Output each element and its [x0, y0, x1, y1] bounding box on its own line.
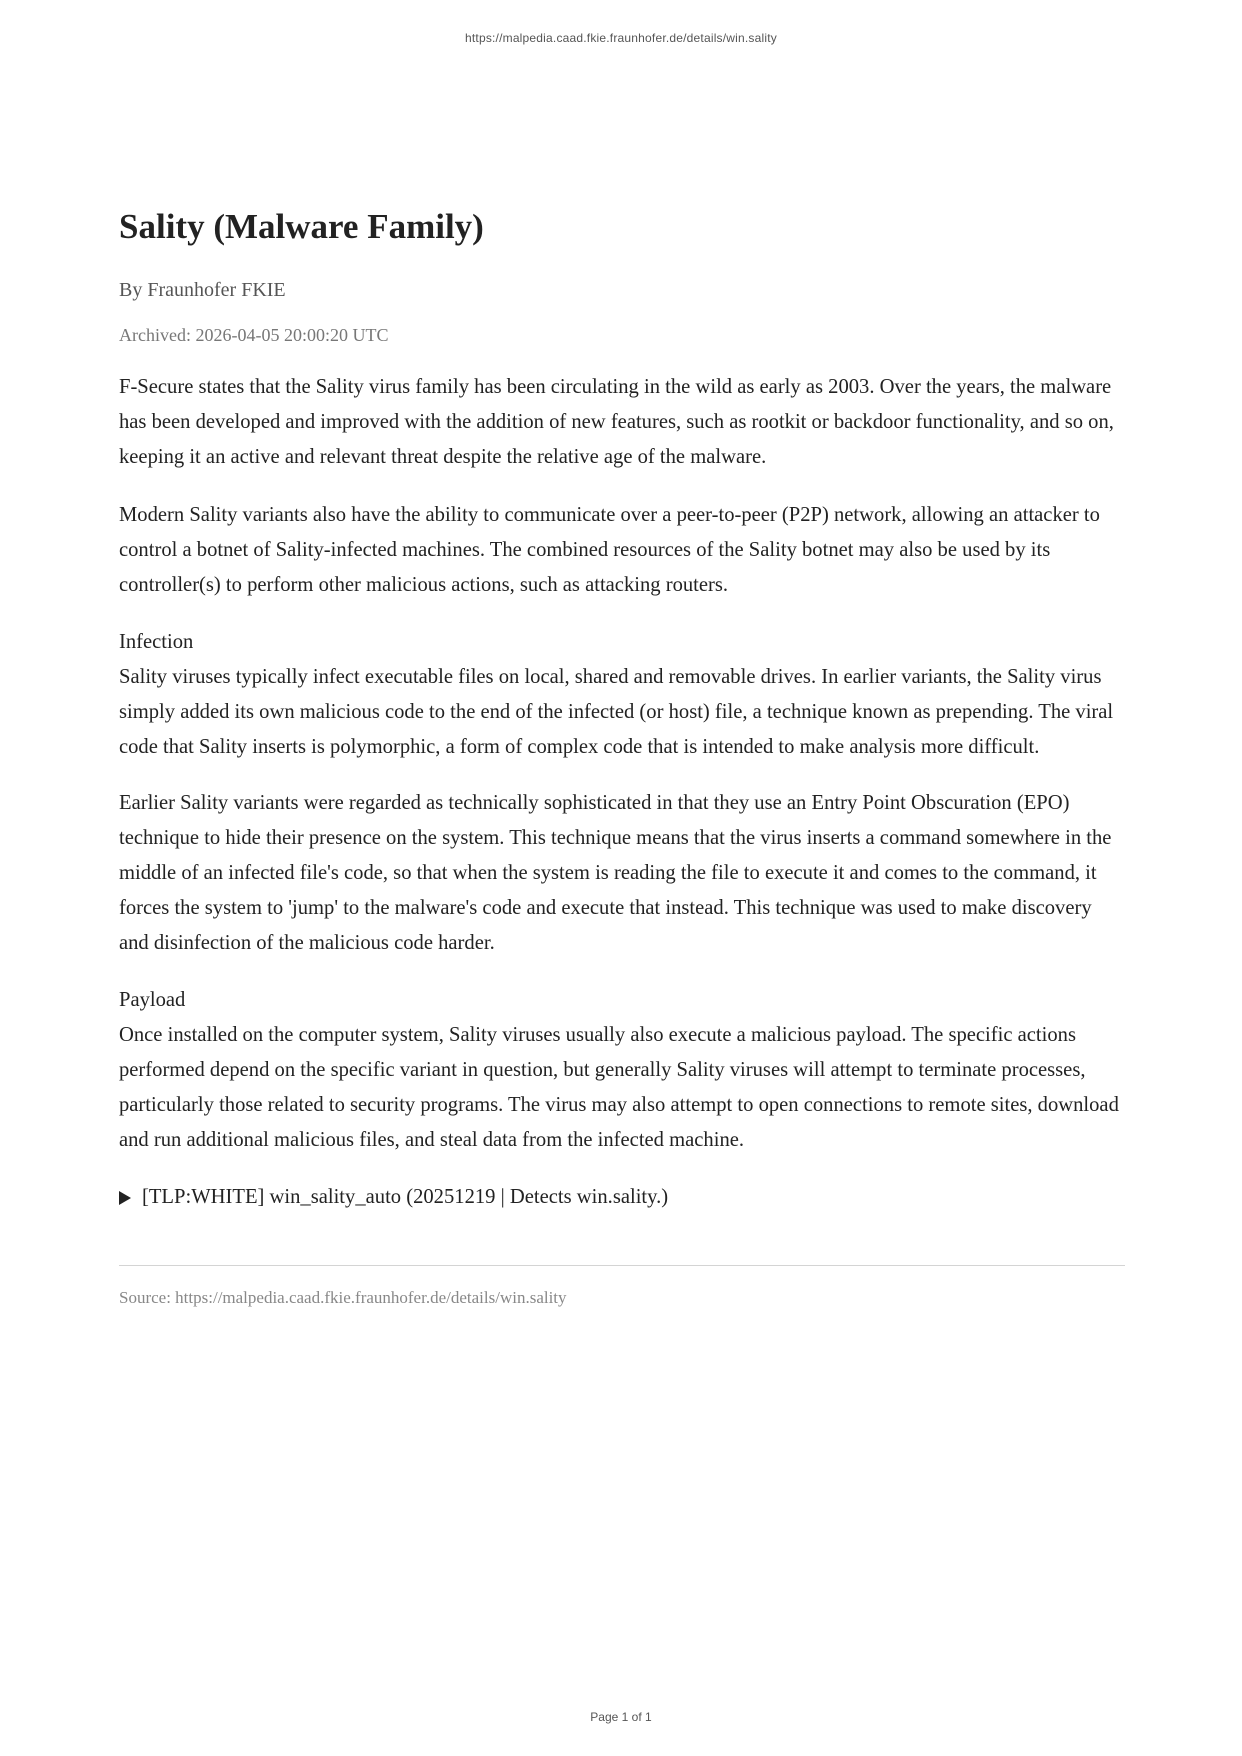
archived-timestamp: Archived: 2026-04-05 20:00:20 UTC — [119, 325, 389, 345]
triangle-right-icon[interactable] — [119, 1191, 131, 1205]
page-header-url: https://malpedia.caad.fkie.fraunhofer.de/details/win.sality — [465, 31, 777, 45]
payload-paragraph: Once installed on the computer system, Sality viruses usually also execute a malicious payload. The specific actions performed depend on the specific variant in question, but generally Sality viruses will attempt to terminate processes, particularly those related to security programs. The virus may also attempt to open connections to remote sites, download and run additional malicious files, and steal data from the infected machine. — [119, 1024, 1119, 1151]
page-title: Sality (Malware Family) — [119, 207, 484, 246]
byline: By Fraunhofer FKIE — [119, 279, 286, 301]
p2p-paragraph: Modern Sality variants also have the ability to communicate over a peer-to-peer (P2P) network, allowing an attacker to control a botnet of Sality-infected machines. The combined resources of the Sality botnet may also be used by its controller(s) to perform other malicious actions, such as attacking routers. — [119, 504, 1100, 596]
page-number: Page 1 of 1 — [590, 1710, 652, 1724]
article — [119, 206, 1125, 1308]
infection-heading: Infection — [119, 631, 194, 653]
intro-paragraph: F-Secure states that the Sality virus family has been circulating in the wild as early as 2003. Over the years, the malware has been developed and improved with the addition of new features, such as rootkit or backdoor functionality, and so on, keeping it an active and relevant threat despite the relative age of the malware. — [119, 376, 1114, 468]
payload-heading: Payload — [119, 989, 186, 1011]
divider — [119, 1265, 1125, 1266]
epo-paragraph: Earlier Sality variants were regarded as technically sophisticated in that they use an Entry Point Obscuration (EPO) technique to hide their presence on the system. This technique means that the virus inserts a command somewhere in the middle of an infected file's code, so that when the system is reading the file to execute it and comes to the command, it forces the system to 'jump' to the malware's code and execute that instead. This technique was used to make discovery and disinfection of the malicious code harder. — [119, 792, 1112, 954]
infection-section — [119, 625, 1125, 765]
payload-section — [119, 983, 1125, 1158]
infection-paragraph: Sality viruses typically infect executable files on local, shared and removable drives. In earlier variants, the Sality virus simply added its own malicious code to the end of the infected (or host) file, a technique known as prepending. The viral code that Sality inserts is polymorphic, a form of complex code that is intended to make analysis more difficult. — [119, 666, 1114, 758]
source-line: Source: https://malpedia.caad.fkie.fraunhofer.de/details/win.sality — [119, 1288, 567, 1307]
yara-rule-details-toggle[interactable] — [119, 1180, 1125, 1215]
details-summary-label[interactable]: [TLP:WHITE] win_sality_auto (20251219 | Detects win.sality.) — [142, 1186, 669, 1208]
